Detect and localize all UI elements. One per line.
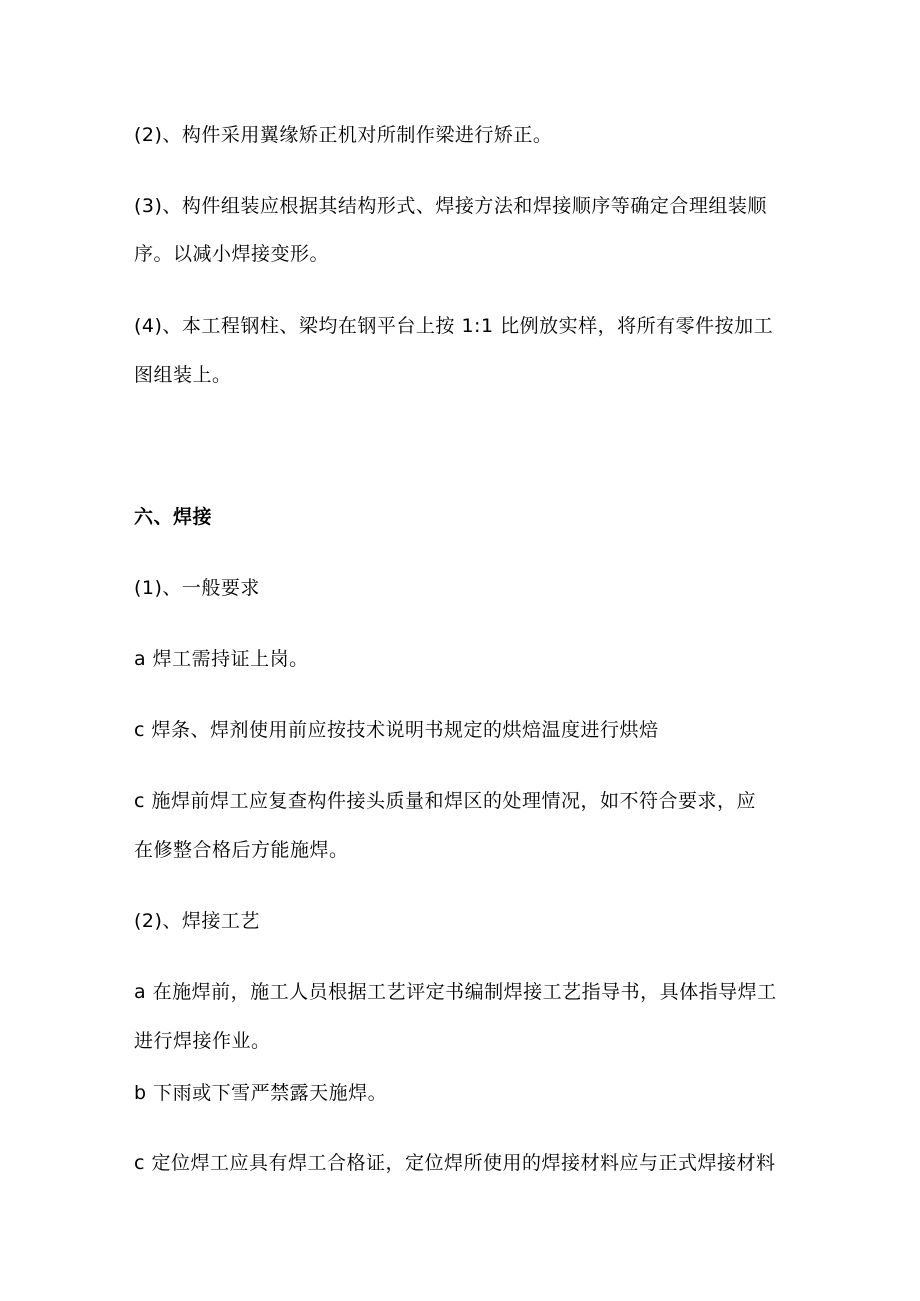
paragraph-2-line-1: (2)、构件采用翼缘矫正机对所制作梁进行矫正。 [134,124,553,146]
item-c-electrode-baking: c 焊条、焊剂使用前应按技术说明书规定的烘焙温度进行烘焙 [134,719,659,741]
item-a-certified-welders: a 焊工需持证上岗。 [134,648,309,670]
subsection-2-heading: (2)、焊接工艺 [134,910,260,932]
item-a-procedure-line-2: 进行焊接作业。 [134,1030,271,1052]
section-6-heading: 六、焊接 [134,506,213,528]
item-c-joint-check-line-1: c 施焊前焊工应复查构件接头质量和焊区的处理情况，如不符合要求，应 [134,790,756,812]
item-c-joint-check-line-2: 在修整合格后方能施焊。 [134,839,349,861]
item-a-procedure-line-1: a 在施焊前，施工人员根据工艺评定书编制焊接工艺指导书，具体指导焊工 [134,981,777,1003]
subsection-1-heading: (1)、一般要求 [134,577,260,599]
paragraph-4-line-2: 图组装上。 [134,364,232,386]
item-b-no-outdoor-welding: b 下雨或下雪严禁露天施焊。 [134,1082,388,1104]
paragraph-3-line-2: 序。以减小焊接变形。 [134,243,330,265]
paragraph-3-line-1: (3)、构件组装应根据其结构形式、焊接方法和焊接顺序等确定合理组装顺 [134,195,767,217]
paragraph-4-line-1: (4)、本工程钢柱、梁均在钢平台上按 1:1 比例放实样，将所有零件按加工 [134,315,774,337]
item-c-tack-welder-line-1: c 定位焊工应具有焊工合格证，定位焊所使用的焊接材料应与正式焊接材料 [134,1152,776,1174]
